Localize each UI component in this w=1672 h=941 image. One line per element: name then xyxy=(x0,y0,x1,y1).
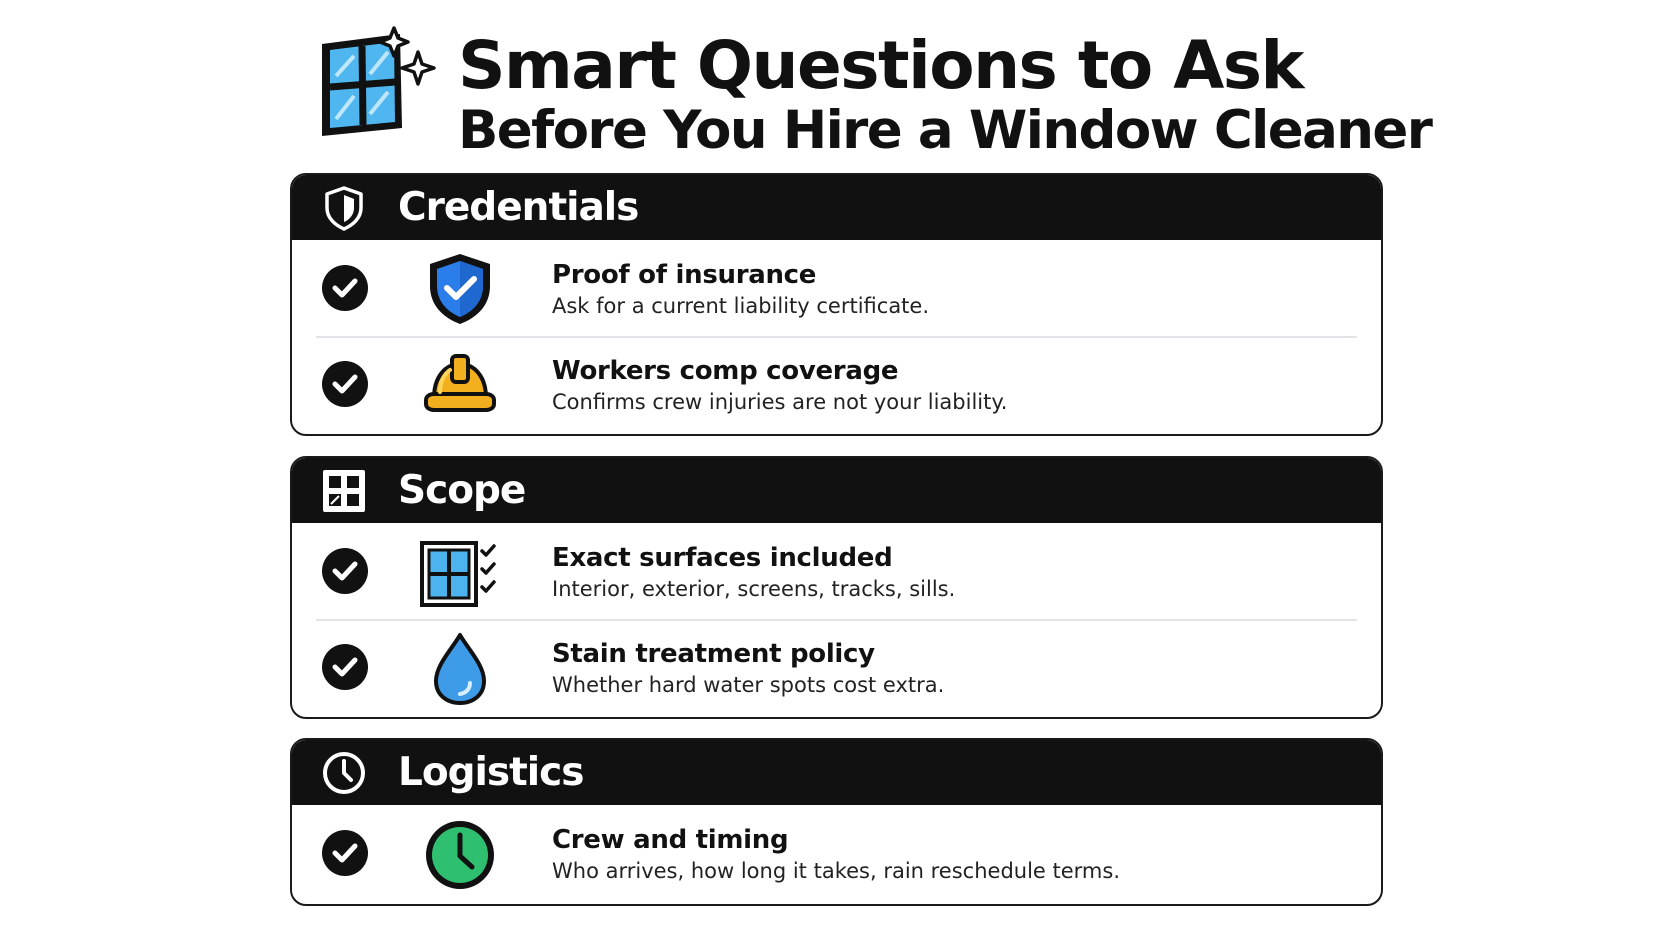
clock-icon xyxy=(420,815,500,893)
section-header xyxy=(292,740,1381,805)
hard-hat-icon xyxy=(420,346,500,424)
checkmark-icon xyxy=(322,830,368,876)
item-description: Ask for a current liability certificate. xyxy=(552,294,930,318)
item-description: Whether hard water spots cost extra. xyxy=(552,673,945,697)
section-header xyxy=(292,175,1381,240)
list-item xyxy=(292,523,1381,619)
section-logistics xyxy=(290,738,1383,906)
checkmark-icon xyxy=(322,265,368,311)
list-item xyxy=(292,805,1381,901)
checkmark-icon xyxy=(322,361,368,407)
item-title: Workers comp coverage xyxy=(552,356,899,386)
list-item xyxy=(292,240,1381,336)
list-item xyxy=(292,619,1381,715)
shield-check-icon xyxy=(420,250,500,328)
section-scope xyxy=(290,456,1383,719)
grid-icon xyxy=(320,467,368,515)
checkmark-icon xyxy=(322,548,368,594)
item-description: Who arrives, how long it takes, rain reschedule terms. xyxy=(552,859,1121,883)
item-title: Crew and timing xyxy=(552,825,789,855)
header xyxy=(318,22,1432,161)
page-title: Smart Questions to Ask xyxy=(458,27,1303,104)
section-header xyxy=(292,458,1381,523)
item-description: Interior, exterior, screens, tracks, sills. xyxy=(552,577,956,601)
item-title: Stain treatment policy xyxy=(552,639,875,669)
section-credentials xyxy=(290,173,1383,436)
item-title: Proof of insurance xyxy=(552,260,817,290)
section-title: Credentials xyxy=(398,185,639,230)
page-subtitle: Before You Hire a Window Cleaner xyxy=(458,100,1432,161)
window-checklist-icon xyxy=(420,533,500,611)
shield-icon xyxy=(320,184,368,232)
section-title: Scope xyxy=(398,468,526,513)
item-title: Exact surfaces included xyxy=(552,543,893,573)
window-sparkle-icon xyxy=(318,24,448,150)
water-drop-icon xyxy=(420,629,500,707)
checkmark-icon xyxy=(322,644,368,690)
clock-icon xyxy=(320,749,368,797)
item-description: Confirms crew injuries are not your liability. xyxy=(552,390,1008,414)
section-title: Logistics xyxy=(398,750,584,795)
list-item xyxy=(292,336,1381,432)
